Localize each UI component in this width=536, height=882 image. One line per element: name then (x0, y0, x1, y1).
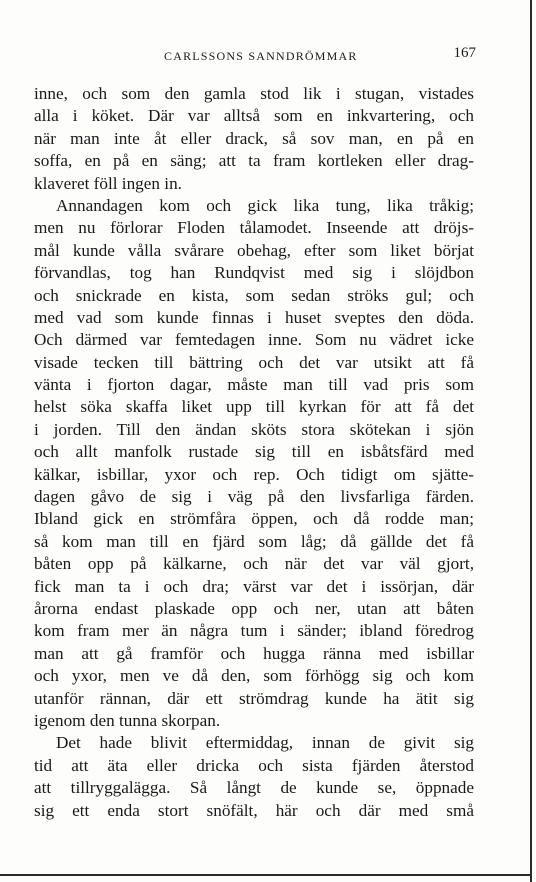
text-line: utanför rännan, där ett strömdrag kunde ha ätit sig (34, 688, 474, 708)
paragraph (34, 195, 474, 732)
text-line: kälkar, isbillar, yxor och rep. Och tidigt om sjätte- (34, 464, 474, 484)
text-line: Ibland gick en strömfåra öppen, och då rodde man; (34, 509, 474, 529)
text-line: kom fram mer än några tum i sänder; ibland föredrog (34, 621, 474, 641)
text-line: men nu förlorar Floden tålamodet. Inseende att dröjs- (34, 218, 474, 238)
text-line: att tillryggalägga. Så långt de kunde se, öppnade (34, 778, 474, 798)
text-line: man att gå framför och hugga ränna med isbillar (34, 643, 474, 663)
text-line: med vad som kunde finnas i huset sveptes den döda. (34, 307, 474, 327)
text-line: mål kunde vålla svårare obehag, efter som liket börjat (34, 240, 474, 260)
text-line: årorna endast plaskade opp och ner, utan att båten (34, 598, 474, 618)
text-line: förvandlas, tog han Rundqvist med sig i slöjdbon (34, 263, 474, 283)
text-line: alla i köket. Där var alltså som en inkvartering, och (34, 106, 474, 126)
page-header (36, 47, 476, 67)
text-line: helst söka skaffa liket upp till kyrkan för att få det (34, 397, 474, 417)
text-line: sig ett enda stort snöfält, här och där med små (34, 800, 474, 820)
text-line: fick man ta i och dra; värst var det i issörjan, där (34, 576, 474, 596)
text-line: när man inte åt eller drack, så sov man, en på en (34, 128, 474, 148)
text-line: dagen gåvo de sig i väg på den livsfarliga färden. (34, 487, 474, 507)
text-line: och snickrade en kista, som sedan ströks gul; och (34, 285, 474, 305)
text-line: soffa, en på en säng; att ta fram kortleken eller drag- (34, 151, 474, 171)
text-line: klaveret föll ingen in. (34, 173, 182, 193)
text-line: tid att äta eller dricka och sista fjärden återstod (34, 755, 474, 775)
running-head: CARLSSONS SANNDRÖMMAR (164, 49, 358, 63)
text-line: och allt manfolk rustade sig till en isbåtsfärd med (34, 442, 474, 462)
body-text (34, 83, 474, 822)
text-line: vänta i fjorton dagar, måste man till vad pris som (34, 375, 474, 395)
text-line: inne, och som den gamla stod lik i stugan, vistades (34, 84, 474, 103)
text-line: igenom den tunna skorpan. (34, 710, 221, 730)
page-number: 167 (453, 45, 476, 61)
text-line: Annandagen kom och gick lika tung, lika tråkig; (56, 195, 474, 215)
page-edge-bottom (0, 874, 530, 876)
text-line: så kom man till en fjärd som låg; då gällde det få (34, 531, 474, 551)
text-line: båten opp på kälkarne, och när det var väl gjort, (34, 554, 474, 574)
paragraph (34, 83, 474, 195)
page-edge-right (530, 0, 532, 882)
text-line: i jorden. Till den ändan sköts stora skötekan i sjön (34, 419, 474, 439)
text-line: Och därmed var femtedagen inne. Som nu vädret icke (34, 330, 474, 350)
paragraph (34, 732, 474, 822)
text-line: Det hade blivit eftermiddag, innan de givit sig (56, 733, 474, 753)
text-line: och yxor, men ve då den, som förhögg sig och kom (34, 666, 474, 686)
text-line: visade tecken till bättring och det var utsikt att få (34, 352, 474, 372)
